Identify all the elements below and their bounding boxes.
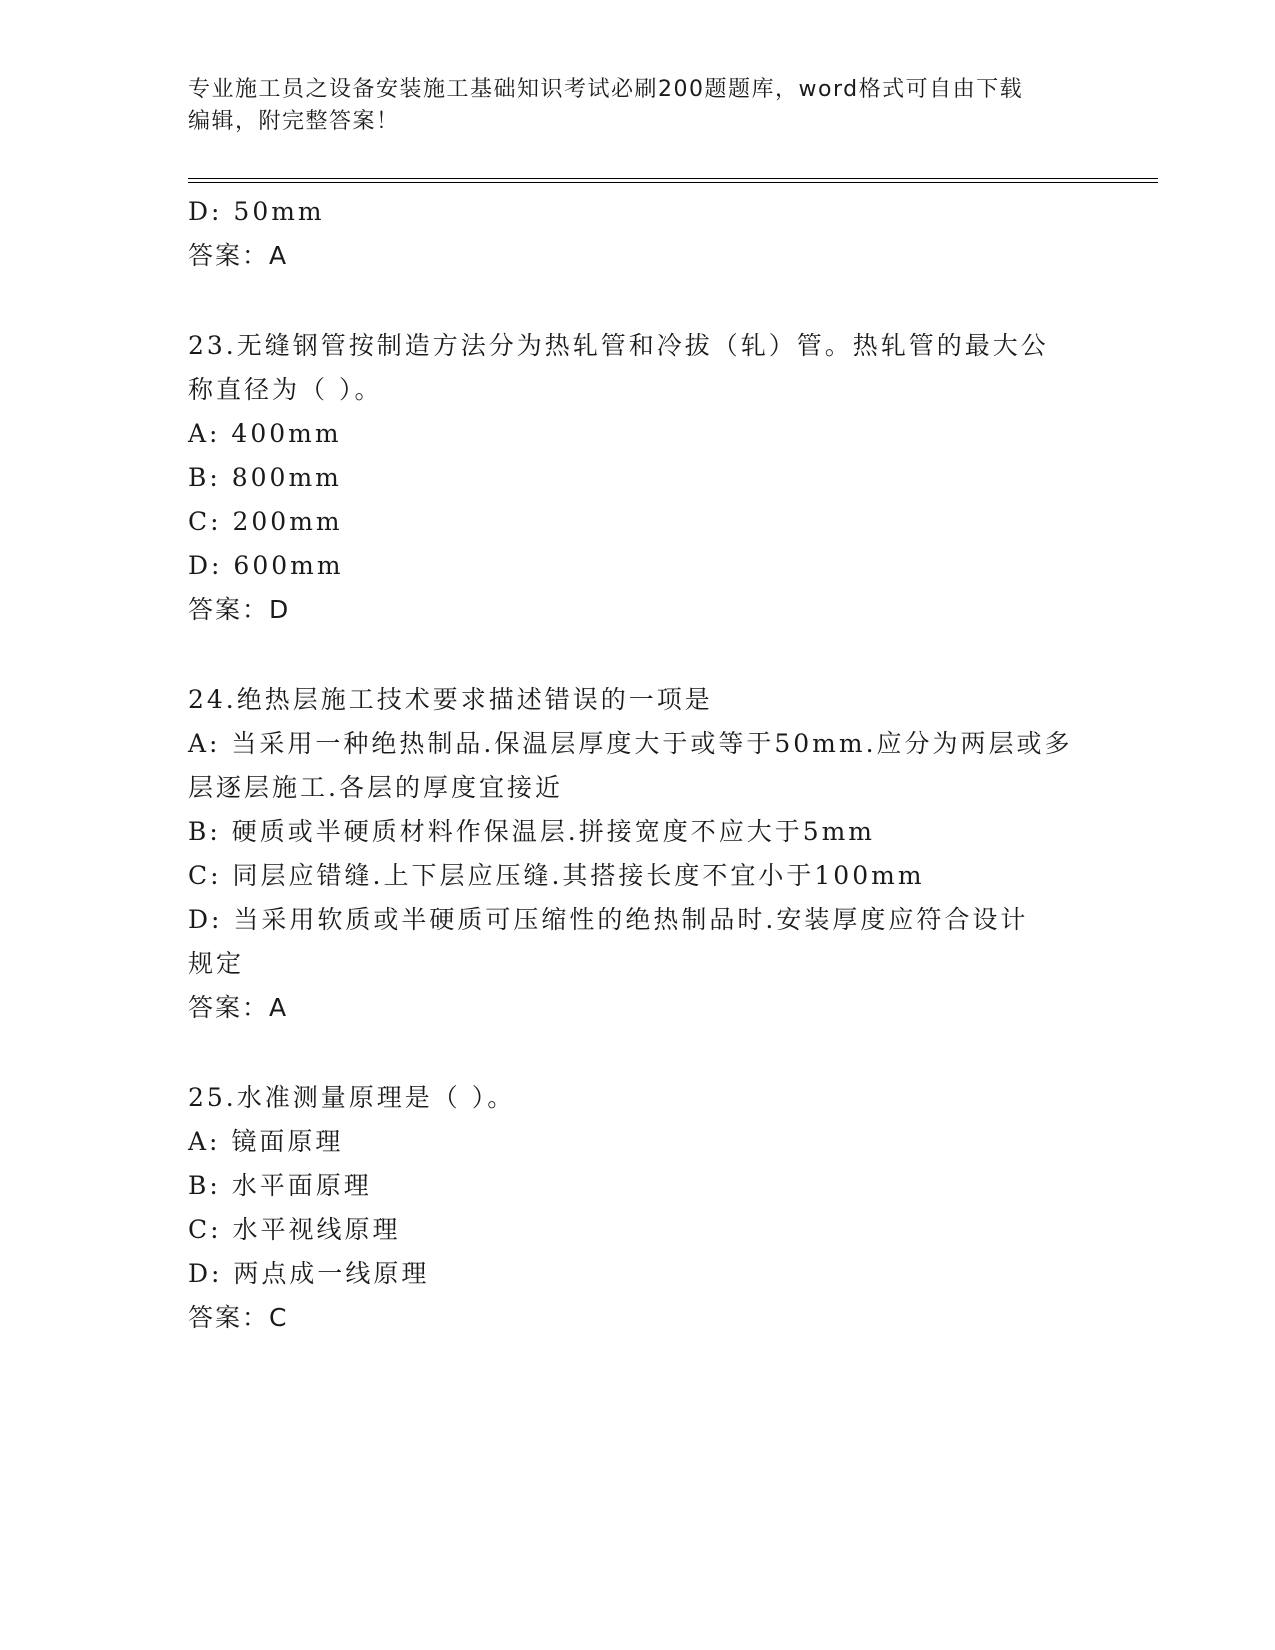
q23-option-d: D: 600mm (188, 551, 344, 580)
q23-stem-line-2: 称直径为（ ）。 (188, 375, 383, 404)
q24-option-c: C: 同层应错缝.上下层应压缝.其搭接长度不宜小于100mm (188, 861, 925, 890)
q22-answer: 答案：A (188, 241, 289, 270)
q23-answer: 答案：D (188, 595, 291, 624)
q25-answer: 答案：C (188, 1303, 289, 1332)
q24-option-a-line-1: A: 当采用一种绝热制品.保温层厚度大于或等于50mm.应分为两层或多 (188, 729, 1073, 758)
q25-option-c: C: 水平视线原理 (188, 1215, 401, 1244)
q22-option-d: D: 50mm (188, 197, 325, 226)
q24-stem: 24.绝热层施工技术要求描述错误的一项是 (188, 685, 713, 714)
q25-stem: 25.水准测量原理是（ ）。 (188, 1083, 516, 1112)
q24-option-d-line-1: D: 当采用软质或半硬质可压缩性的绝热制品时.安装厚度应符合设计 (188, 905, 1029, 934)
q23-option-b: B: 800mm (188, 463, 342, 492)
q24-answer: 答案：A (188, 993, 289, 1022)
q23-option-a: A: 400mm (188, 419, 342, 448)
q25-option-b: B: 水平面原理 (188, 1171, 372, 1200)
header-divider-bottom (188, 182, 1158, 183)
q25-option-d: D: 两点成一线原理 (188, 1259, 430, 1288)
header-line-1: 专业施工员之设备安装施工基础知识考试必刷200题题库，word格式可自由下载 (188, 77, 1024, 102)
q24-option-b: B: 硬质或半硬质材料作保温层.拼接宽度不应大于5mm (188, 817, 876, 846)
header-divider-top (188, 178, 1158, 179)
q24-option-d-line-2: 规定 (188, 949, 245, 978)
header-line-2: 编辑，附完整答案！ (188, 109, 400, 134)
document-header (188, 74, 1088, 138)
q24-option-a-line-2: 层逐层施工.各层的厚度宜接近 (188, 773, 563, 802)
q25-option-a: A: 镜面原理 (188, 1127, 344, 1156)
q23-stem-line-1: 23.无缝钢管按制造方法分为热轧管和冷拔（轧）管。热轧管的最大公 (188, 331, 1049, 360)
q23-option-c: C: 200mm (188, 507, 343, 536)
